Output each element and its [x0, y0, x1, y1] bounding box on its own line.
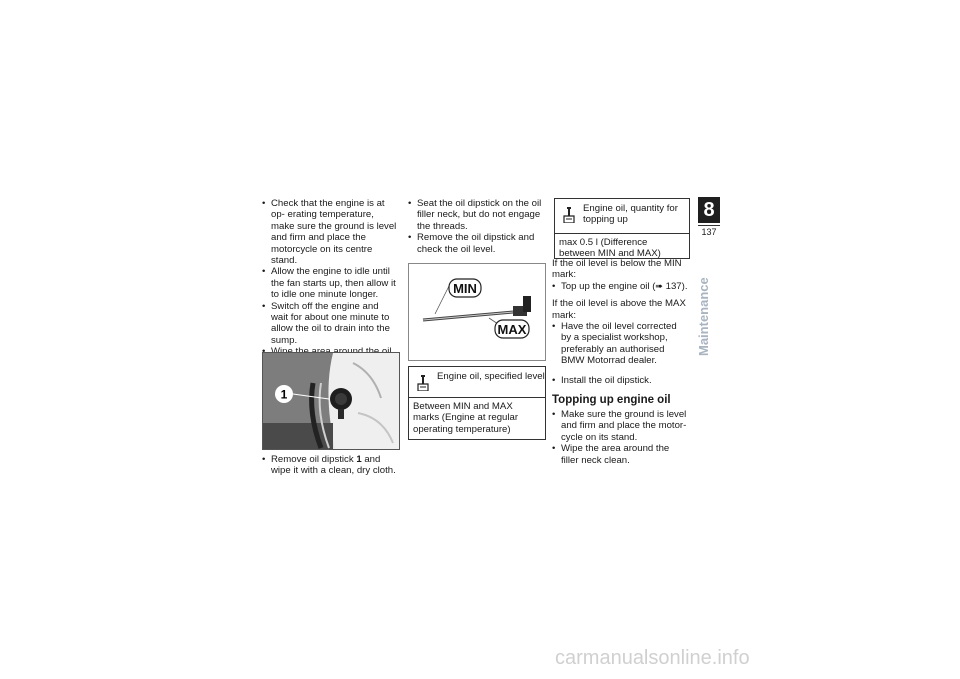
column-3	[552, 258, 688, 466]
step-list-check	[408, 198, 544, 255]
chapter-divider	[698, 225, 720, 226]
step-item: • Make sure the ground is level and firm and place the motor- cycle on its stand.	[552, 409, 688, 443]
step-item: • Seat the oil dipstick on the oil filler neck, but do not engage the threads.	[408, 198, 544, 232]
step-remove-dipstick: • Remove oil dipstick 1 and wipe it with a clean, dry cloth.	[262, 454, 398, 477]
chapter-number-badge: 8	[698, 197, 720, 223]
spec-box-oil-quantity	[554, 198, 690, 259]
quantity-title: Engine oil, quantity for topping up	[583, 203, 678, 226]
column-2	[408, 198, 544, 255]
step-install-dipstick: • Install the oil dipstick.	[552, 375, 688, 386]
callout-ref: 1	[356, 454, 362, 465]
column-1	[262, 198, 398, 369]
page-ref-arrow-icon: ➠	[655, 280, 663, 291]
dipstick-illustration	[408, 263, 546, 361]
watermark: carmanualsonline.info	[555, 647, 750, 669]
chapter-label: Maintenance	[696, 277, 711, 356]
section-heading: Topping up engine oil	[552, 394, 671, 407]
step-item: • Switch off the engine and wait for about one minute to allow the oil to drain into the sump.	[262, 301, 398, 347]
step-list-topping	[552, 409, 688, 466]
spec-value: Between MIN and MAX marks (Engine at regular operating temperature)	[413, 401, 519, 435]
step-item: • Allow the engine to idle until the fan starts up, then allow it to idle one minute longer.	[262, 266, 398, 300]
min-label: MIN	[453, 281, 477, 296]
step-list-prepare	[262, 198, 398, 369]
step-have-corrected: • Have the oil level corrected by a specialist workshop, preferably an authorised BMW Motorrad dealer.	[552, 321, 688, 367]
oil-can-icon	[563, 207, 575, 223]
oil-filler-illustration	[263, 353, 399, 449]
spec-box-oil-level	[408, 366, 546, 440]
column-1-bottom	[262, 454, 398, 477]
above-max-text: If the oil level is above the MAX mark:	[552, 298, 686, 321]
spec-title: Engine oil, specified level	[437, 371, 545, 382]
quantity-value: max 0.5 l (Difference between MIN and MAX)	[559, 237, 661, 260]
step-item: • Wipe the area around the filler neck clean.	[552, 443, 688, 466]
below-min-text: If the oil level is below the MIN mark:	[552, 258, 682, 281]
photo-callout-number: 1	[280, 387, 288, 402]
max-label: MAX	[497, 322, 527, 337]
step-item: • Check that the engine is at op- erating temperature, make sure the ground is level and firm and place the motorcycle on its centre stand.	[262, 198, 398, 266]
oil-filler-photo	[262, 352, 400, 450]
step-top-up: • Top up the engine oil (➠ 137).	[552, 281, 688, 292]
step-item: • Remove the oil dipstick and check the oil level.	[408, 232, 544, 255]
page-number: 137	[701, 227, 717, 237]
page-ref-link[interactable]: 137).	[662, 280, 688, 292]
oil-can-icon	[417, 375, 429, 391]
